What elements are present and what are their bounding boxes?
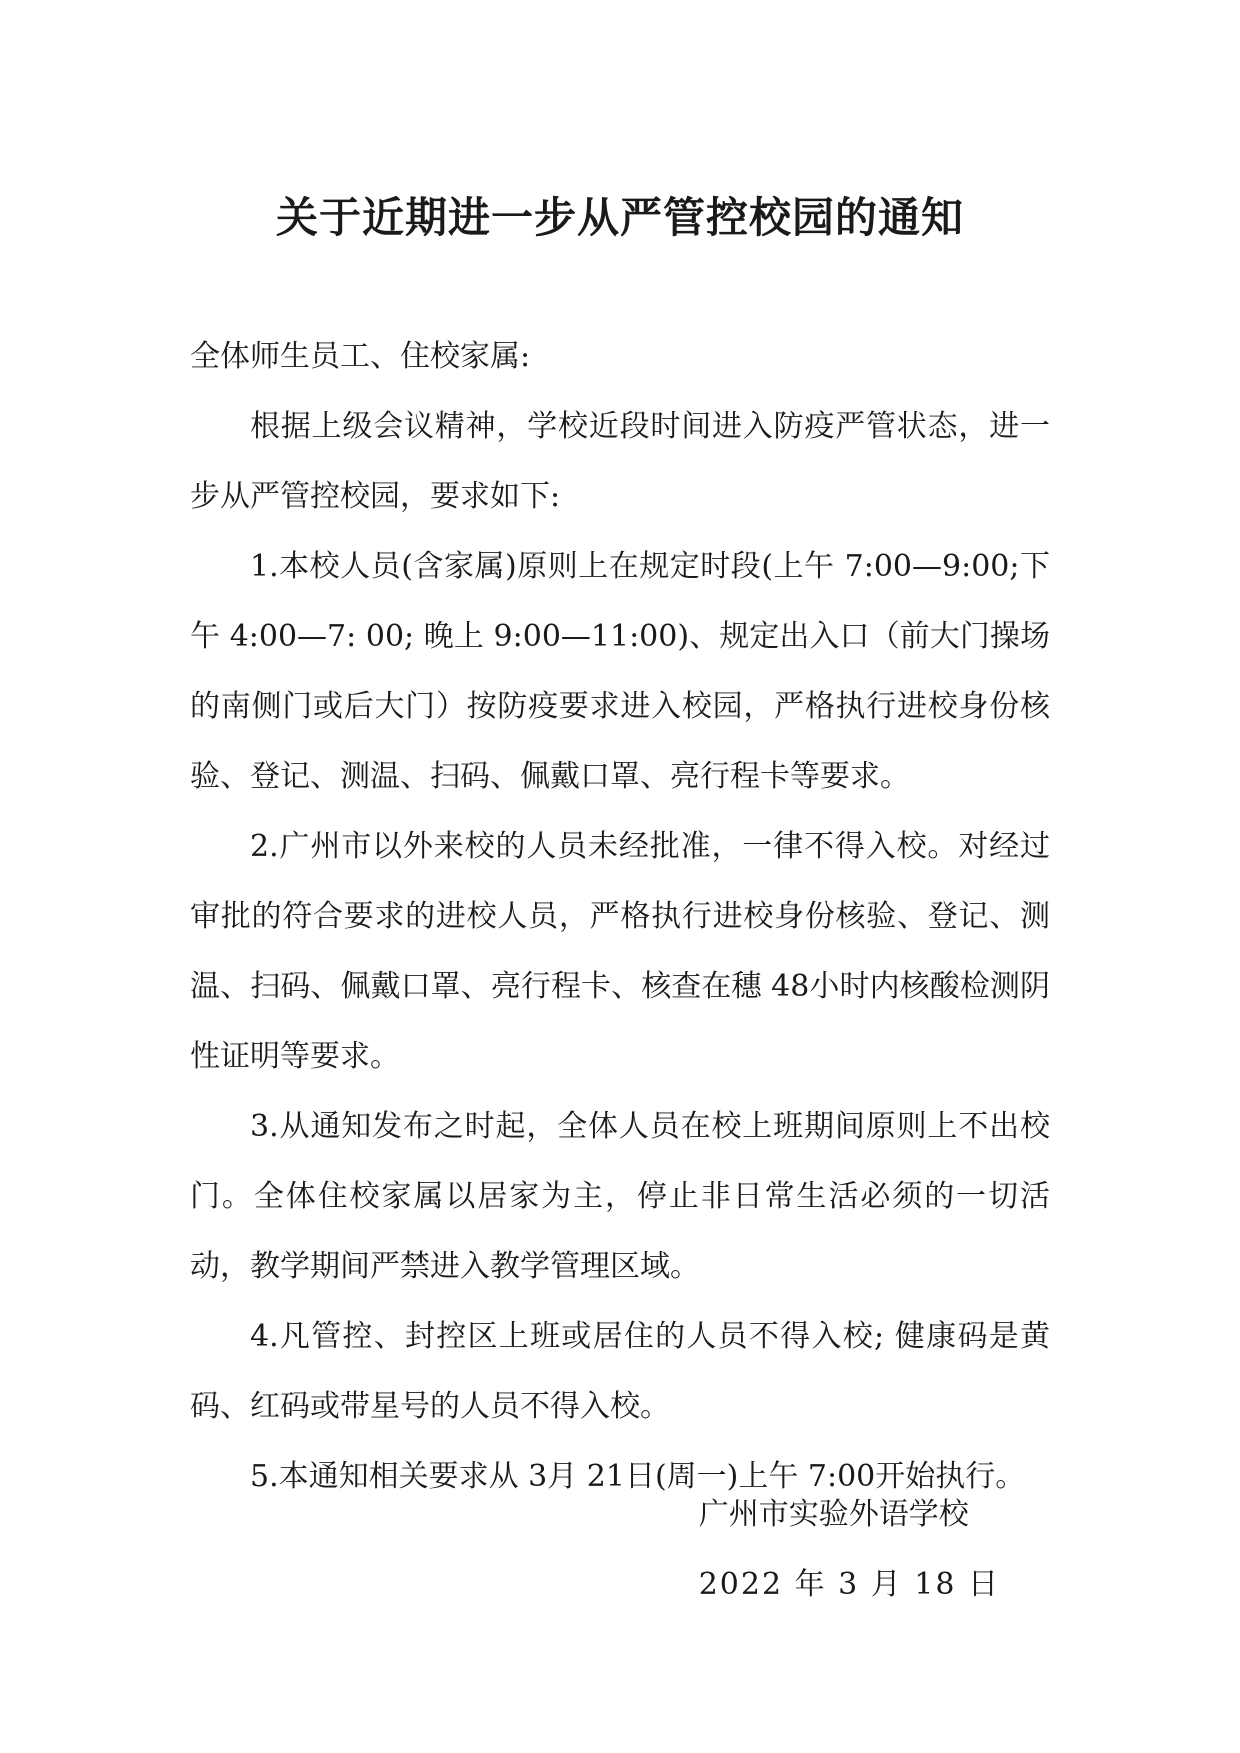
- salutation: 全体师生员工、住校家属:: [190, 339, 531, 374]
- item-paragraph-3: 3.从通知发布之时起，全体人员在校上班期间原则上不出校门。全体住校家属以居家为主，停止非日常生活必须的一切活动，教学期间严禁进入教学管理区域。: [190, 1109, 1050, 1284]
- intro-paragraph: 根据上级会议精神，学校近段时间进入防疫严管状态，进一步从严管控校园，要求如下:: [190, 409, 1050, 514]
- signature-block: [699, 1480, 1000, 1620]
- item-paragraph-4: 4.凡管控、封控区上班或居住的人员不得入校; 健康码是黄码、红码或带星号的人员不得入校。: [190, 1319, 1050, 1424]
- signature-date: 2022 年 3 月 18 日: [698, 1567, 1000, 1602]
- notice-title: 关于近期进一步从严管控校园的通知: [275, 193, 964, 242]
- item-paragraph-5: 5.本通知相关要求从 3月 21日(周一)上午 7:00开始执行。: [250, 1459, 1026, 1494]
- item-paragraph-2: 2.广州市以外来校的人员未经批准，一律不得入校。对经过审批的符合要求的进校人员，严格执行进校身份核验、登记、测温、扫码、佩戴口罩、亮行程卡、核查在穗 48小时内核酸检测阴性证明等要求。: [190, 829, 1050, 1074]
- notice-body: [190, 322, 1050, 1512]
- item-paragraph-1: 1.本校人员(含家属)原则上在规定时段(上午 7:00—9:00;下午 4:00—7: 00; 晚上 9:00—11:00)、规定出入口（前大门操场的南侧门或后大门）按防疫要求进入校园，严格执行进校身份核验、登记、测温、扫码、佩戴口罩、亮行程卡等要求。: [190, 549, 1050, 794]
- signature-org: 广州市实验外语学校: [698, 1497, 969, 1532]
